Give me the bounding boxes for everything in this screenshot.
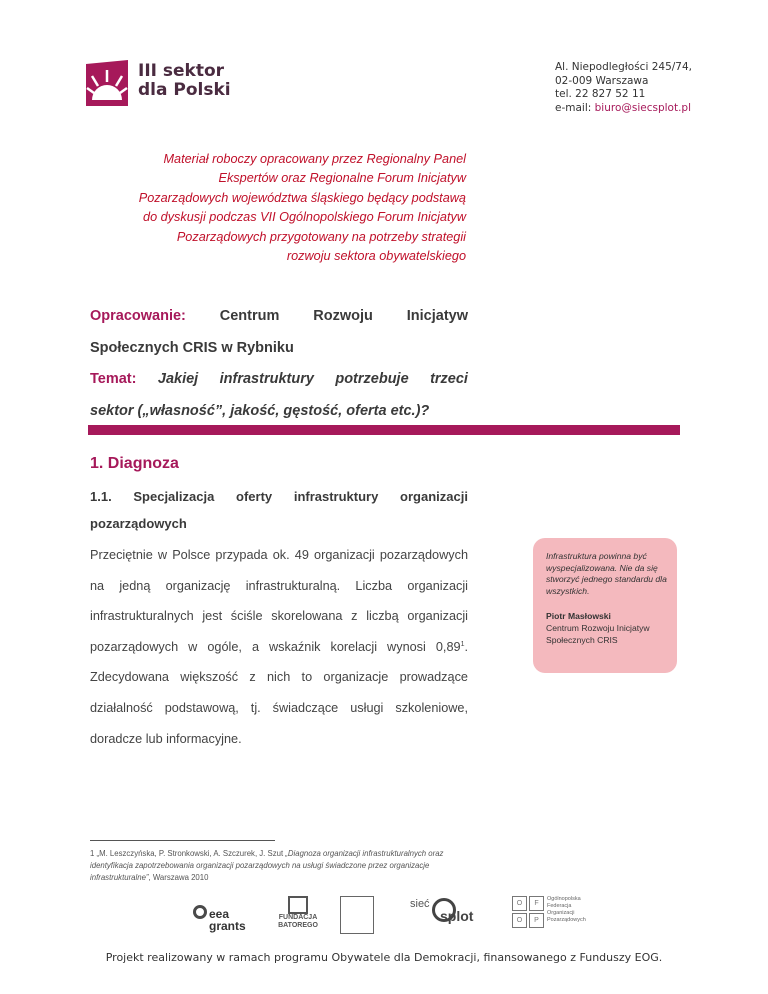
splot-text: splot <box>440 908 474 924</box>
logo-text <box>138 62 231 100</box>
logo-line-1: III sektor <box>138 61 225 81</box>
opracowanie-label: Opracowanie: <box>90 308 186 324</box>
subsection-word: oferty <box>236 489 273 504</box>
address-street: Al. Niepodległości 245/74, <box>555 61 692 73</box>
ofop-text: Ogólnopolska Federacja Organizacji Pozarządowych <box>547 896 586 923</box>
subsection-word: Specjalizacja <box>133 489 215 504</box>
temat-word: infrastruktury <box>219 371 314 387</box>
ofop-letter: O <box>512 896 527 911</box>
address-block <box>555 61 692 115</box>
quote-sidebar <box>533 538 677 673</box>
footnote-title: „Diagnoza organizacji infrastrukturalnych oraz identyfikacja zapotrzebowania organizacji pozarządowych na usługi świadczone przez organizacje infrastrukturalne” <box>90 849 444 882</box>
temat-line <box>90 371 468 387</box>
body-paragraph <box>90 540 468 754</box>
temat-word: trzeci <box>430 371 468 387</box>
ofop-grid-icon <box>512 896 544 928</box>
batory-text: FUNDACJA BATOREGO <box>278 914 318 929</box>
siec-splot-logo <box>410 896 475 928</box>
eea-grants-logo <box>193 905 246 941</box>
footnote-ref[interactable]: 1 <box>460 640 465 648</box>
sidebar-quote: Infrastruktura powinna być wyspecjalizowana. Nie da się stworzyć jednego standardu dla wszystkich. <box>546 551 667 596</box>
batory-mark-icon <box>288 896 308 914</box>
siec-text: sieć <box>410 898 430 910</box>
subsection-title <box>90 489 468 504</box>
subsection-word: 1.1. <box>90 489 112 504</box>
opracowanie-line-2: Społecznych CRIS w Rybniku <box>90 340 294 356</box>
body-part-1: Przeciętnie w Polsce przypada ok. 49 organizacji pozarządowych na jedną organizację infrastrukturalną. Liczba organizacji infrastrukturalnych jest ściśle skorelowana z liczbą organizacji pozarządowych w ogóle, a wskaźnik korelacji wynosi 0,89 <box>90 548 468 654</box>
logo-line-2: dla Polski <box>138 80 231 100</box>
logo-sun-icon <box>82 56 132 110</box>
intro-note <box>92 150 466 266</box>
ofop-letter: P <box>529 913 544 928</box>
grants-text: grants <box>209 919 246 933</box>
eea-circle-icon <box>193 905 207 919</box>
opracowanie-line <box>90 308 468 324</box>
footnote-prefix: 1 „M. Leszczyńska, P. Stronkowski, A. Szczurek, J. Szut <box>90 849 286 858</box>
opracowanie-word: Inicjatyw <box>406 308 468 324</box>
batory-logo <box>268 896 328 932</box>
footnote <box>90 848 470 884</box>
temat-label: Temat: <box>90 371 137 387</box>
temat-word: potrzebuje <box>335 371 409 387</box>
sidebar-author: Piotr Masłowski <box>546 611 611 622</box>
ofop-logo <box>512 896 586 936</box>
intro-line: Pozarządowych przygotowany na potrzeby strategii <box>176 229 466 244</box>
address-phone: tel. 22 827 52 11 <box>555 88 646 100</box>
address-city: 02-009 Warszawa <box>555 74 649 87</box>
ofop-letter: F <box>529 896 544 911</box>
sidebar-author-org: Centrum Rozwoju Inicjatyw Społecznych CRIS <box>546 622 650 645</box>
section-title: 1. Diagnoza <box>90 455 179 472</box>
intro-line: Materiał roboczy opracowany przez Regionalny Panel <box>163 152 466 166</box>
email-link[interactable]: biuro@siecsplot.pl <box>594 101 692 114</box>
logo <box>82 56 232 112</box>
opracowanie-word: Centrum <box>219 308 280 324</box>
partner-mark-icon <box>340 896 374 934</box>
subsection-title-line-2: pozarządowych <box>90 516 187 531</box>
section-divider <box>88 425 680 435</box>
ofop-letter: O <box>512 913 527 928</box>
intro-line: Pozarządowych województwa śląskiego będący podstawą <box>138 190 466 205</box>
partner-logos <box>190 896 690 936</box>
opracowanie-word: Rozwoju <box>313 308 373 324</box>
footnote-rule <box>90 840 275 841</box>
intro-line: rozwoju sektora obywatelskiego <box>286 249 466 264</box>
temat-word: Jakiej <box>157 371 199 387</box>
temat-line-2: sektor („własność”, jakość, gęstość, oferta etc.)? <box>90 403 430 419</box>
eea-text: eea <box>209 907 230 921</box>
email-label: e-mail: <box>555 101 595 114</box>
footnote-suffix: , Warszawa 2010 <box>148 873 209 882</box>
body-part-2: . Zdecydowana większość z nich to organizacje prowadzące działalność podstawową, tj. świadczące usługi szkoleniowe, doradcze lub informacyjne. <box>90 639 468 746</box>
project-funding-line: Projekt realizowany w ramach programu Obywatele dla Demokracji, finansowanego z Funduszy EOG. <box>105 951 663 964</box>
intro-line: Ekspertów oraz Regionalne Forum Inicjatyw <box>218 171 466 186</box>
subsection-word: infrastruktury <box>293 489 379 504</box>
intro-line: do dyskusji podczas VII Ogólnopolskiego Forum Inicjatyw <box>143 210 466 225</box>
address-email <box>555 102 692 116</box>
subsection-word: organizacji <box>400 489 468 504</box>
